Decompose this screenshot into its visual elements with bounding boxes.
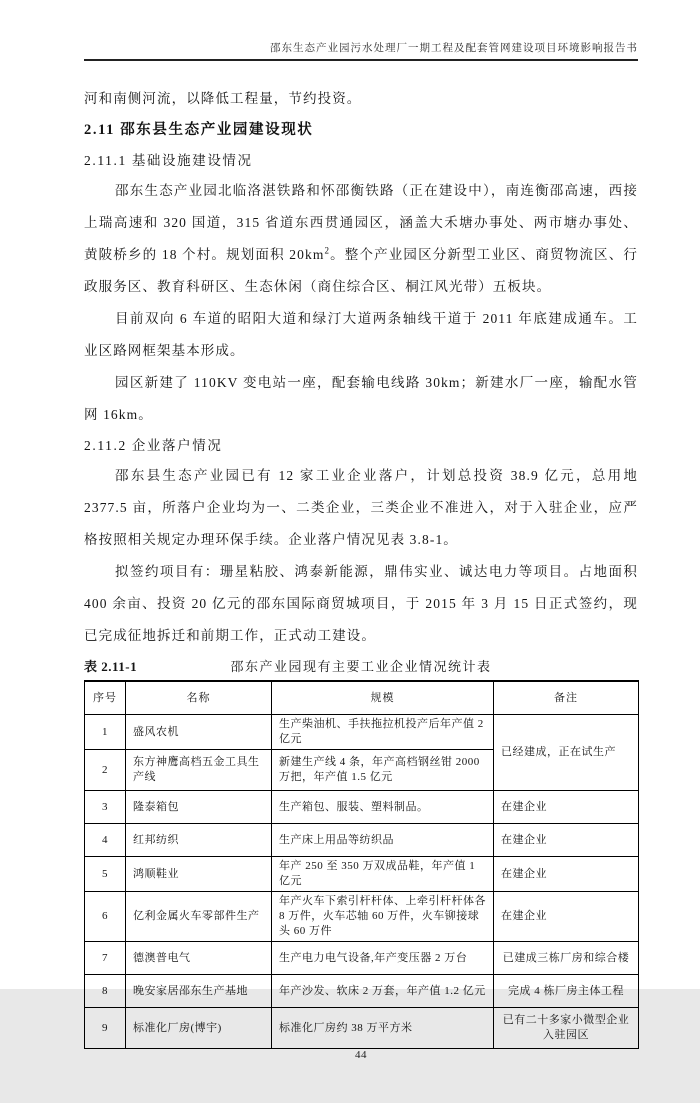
company-remark: 在建企业 bbox=[494, 892, 639, 942]
company-name: 东方神鹰高档五金工具生产线 bbox=[126, 750, 272, 791]
table-row bbox=[85, 791, 639, 824]
company-remark: 已有二十多家小微型企业入驻园区 bbox=[494, 1008, 639, 1049]
paragraph-utilities: 园区新建了 110KV 变电站一座，配套输电线路 30km；新建水厂一座，输配水管网 16km。 bbox=[84, 375, 638, 422]
company-name: 鸿顺鞋业 bbox=[126, 857, 272, 892]
row-index: 7 bbox=[85, 942, 126, 975]
table-row bbox=[85, 857, 639, 892]
page-number: 44 bbox=[355, 1049, 367, 1061]
paragraph-projects: 拟签约项目有：珊星粘胶、鸿泰新能源，鼎伟实业、诚达电力等项目。占地面积 400 余亩、投资 20 亿元的邵东国际商贸城项目，于 2015 年 3 月 15 日正式签约，现已完成征地拆迁和前期工作，正式动工建设。 bbox=[84, 564, 638, 643]
row-index: 6 bbox=[85, 892, 126, 942]
company-name: 红邦纺织 bbox=[126, 824, 272, 857]
company-scale: 生产床上用品等纺织品 bbox=[272, 824, 494, 857]
company-scale: 标准化厂房约 38 万平方米 bbox=[272, 1008, 494, 1049]
table-row bbox=[85, 824, 639, 857]
company-name: 隆泰箱包 bbox=[126, 791, 272, 824]
company-scale: 年产沙发、软床 2 万套，年产值 1.2 亿元 bbox=[272, 975, 494, 1008]
subsection-heading-2-11-1: 2.11.1 基础设施建设情况 bbox=[84, 153, 253, 168]
company-remark: 已建成三栋厂房和综合楼 bbox=[494, 942, 639, 975]
company-remark: 在建企业 bbox=[494, 857, 639, 892]
company-scale: 生产柴油机、手扶拖拉机投产后年产值 2 亿元 bbox=[272, 715, 494, 750]
paragraph-continued: 河和南侧河流，以降低工程量，节约投资。 bbox=[84, 91, 362, 106]
paragraph-roads: 目前双向 6 车道的昭阳大道和绿汀大道两条轴线干道于 2011 年底建成通车。工业区路网框架基本形成。 bbox=[84, 311, 638, 358]
company-scale: 生产电力电气设备,年产变压器 2 万台 bbox=[272, 942, 494, 975]
row-index: 8 bbox=[85, 975, 126, 1008]
table-row bbox=[85, 942, 639, 975]
paragraph-infrastructure-text-cont: 。整个产业园区分新型工业区、商贸物流区、行政服务区、教育科研区、生态休闲（商住综合区、桐江风光带）五板块。 bbox=[84, 247, 638, 294]
table-label: 表 2.11-1 bbox=[84, 659, 138, 674]
header-title: 邵东生态产业园污水处理厂一期工程及配套管网建设项目环境影响报告书 bbox=[270, 43, 638, 54]
row-index: 2 bbox=[85, 750, 126, 791]
table-row bbox=[85, 1008, 639, 1049]
row-index: 4 bbox=[85, 824, 126, 857]
table-row bbox=[85, 975, 639, 1008]
company-remark: 完成 4 栋厂房主体工程 bbox=[494, 975, 639, 1008]
section-heading-2-11: 2.11 邵东县生态产业园建设现状 bbox=[84, 122, 314, 138]
subsection-heading-2-11-2: 2.11.2 企业落户情况 bbox=[84, 438, 223, 453]
company-scale: 年产火车下索引杆杆体、上牵引杆杆体各 8 万件，火车芯轴 60 万件，火车铆接球头 60 万件 bbox=[272, 892, 494, 942]
superscript-2: 2 bbox=[324, 245, 331, 256]
row-index: 5 bbox=[85, 857, 126, 892]
company-scale: 年产 250 至 350 万双成品鞋，年产值 1 亿元 bbox=[272, 857, 494, 892]
table-row bbox=[85, 892, 639, 942]
paragraph-infrastructure-text: 邵东生态产业园北临洛湛铁路和怀邵衡铁路（正在建设中），南连衡邵高速，西接上瑞高速和 320 国道，315 省道东西贯通园区，涵盖大禾塘办事处、两市塘办事处、黄陂桥乡的 18 个村。规划面积 20km bbox=[84, 183, 638, 262]
company-scale: 新建生产线 4 条，年产高档钢丝钳 2000 万把，年产值 1.5 亿元 bbox=[272, 750, 494, 791]
table-row bbox=[85, 715, 639, 750]
table-title: 邵东产业园现有主要工业企业情况统计表 bbox=[230, 659, 492, 674]
row-index: 3 bbox=[85, 791, 126, 824]
column-header-scale: 规模 bbox=[272, 681, 494, 715]
company-name: 德澳普电气 bbox=[126, 942, 272, 975]
table-header-row bbox=[85, 681, 639, 715]
company-name: 晚安家居邵东生产基地 bbox=[126, 975, 272, 1008]
paragraph-infrastructure bbox=[84, 175, 638, 303]
company-remark-merged: 已经建成，正在试生产 bbox=[494, 715, 639, 791]
company-remark: 在建企业 bbox=[494, 791, 639, 824]
table-caption bbox=[84, 654, 638, 680]
document-body bbox=[84, 83, 638, 1049]
column-header-remark: 备注 bbox=[494, 681, 639, 715]
paragraph-enterprises: 邵东县生态产业园已有 12 家工业企业落户，计划总投资 38.9 亿元，总用地 2377.5 亩，所落户企业均为一、二类企业，三类企业不准进入，对于入驻企业，应严格按照相关规定办理环保手续。企业落户情况见表 3.8-1。 bbox=[84, 468, 638, 547]
company-name: 标准化厂房(博宇) bbox=[126, 1008, 272, 1049]
column-header-name: 名称 bbox=[126, 681, 272, 715]
company-name: 亿利金属火车零部件生产 bbox=[126, 892, 272, 942]
page-header bbox=[84, 40, 638, 61]
company-scale: 生产箱包、服装、塑料制品。 bbox=[272, 791, 494, 824]
row-index: 1 bbox=[85, 715, 126, 750]
row-index: 9 bbox=[85, 1008, 126, 1049]
company-name: 盛风农机 bbox=[126, 715, 272, 750]
company-remark: 在建企业 bbox=[494, 824, 639, 857]
column-header-index: 序号 bbox=[85, 681, 126, 715]
enterprise-statistics-table bbox=[84, 680, 639, 1049]
